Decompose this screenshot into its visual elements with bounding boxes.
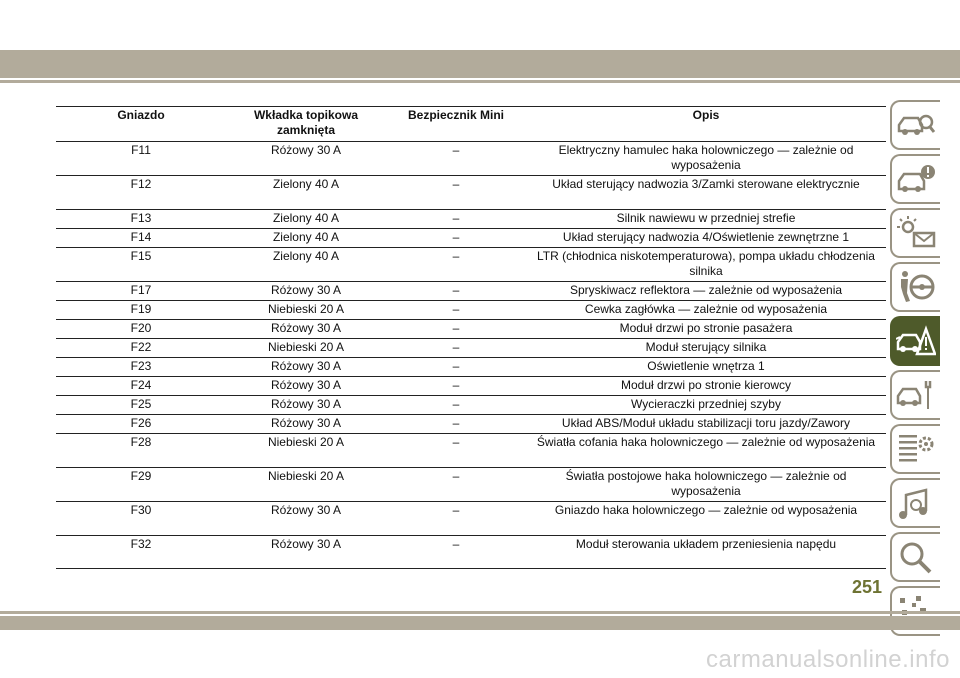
cell-cartridge: Różowy 30 A [226, 536, 386, 569]
cell-mini: – [386, 468, 526, 502]
cell-socket: F14 [56, 229, 226, 248]
table-row [56, 377, 886, 396]
chapter-tabs [890, 100, 942, 640]
watermark: carmanualsonline.info [706, 646, 950, 673]
cell-description: Oświetlenie wnętrza 1 [526, 358, 886, 377]
cell-mini: – [386, 434, 526, 468]
cell-mini: – [386, 176, 526, 210]
cell-cartridge: Różowy 30 A [226, 396, 386, 415]
tab-specifications[interactable] [890, 424, 940, 474]
cell-socket: F28 [56, 434, 226, 468]
cell-socket: F32 [56, 536, 226, 569]
cell-mini: – [386, 536, 526, 569]
cell-socket: F12 [56, 176, 226, 210]
cell-cartridge: Różowy 30 A [226, 358, 386, 377]
cell-socket: F13 [56, 210, 226, 229]
car-wrench-icon [896, 377, 936, 413]
cell-socket: F17 [56, 282, 226, 301]
cell-socket: F29 [56, 468, 226, 502]
cell-mini: – [386, 229, 526, 248]
cell-socket: F22 [56, 339, 226, 358]
airbag-steering-icon [896, 269, 936, 305]
header-description: Opis [526, 107, 886, 142]
table-row [56, 282, 886, 301]
table-row [56, 320, 886, 339]
page-number: 251 [852, 577, 883, 597]
table-row [56, 301, 886, 320]
header-stripe [0, 50, 960, 78]
cell-mini: – [386, 282, 526, 301]
multimedia-icon [896, 485, 936, 521]
cell-cartridge: Różowy 30 A [226, 415, 386, 434]
cell-description: Elektryczny hamulec haka holowniczego — zależnie od wyposażenia [526, 142, 886, 176]
cell-mini: – [386, 377, 526, 396]
tab-safety[interactable] [890, 262, 940, 312]
header-line [0, 80, 960, 83]
cell-mini: – [386, 320, 526, 339]
cell-mini: – [386, 210, 526, 229]
table-row [56, 176, 886, 210]
cell-socket: F19 [56, 301, 226, 320]
cell-description: Silnik nawiewu w przedniej strefie [526, 210, 886, 229]
tab-emergency[interactable] [890, 316, 940, 366]
cell-socket: F11 [56, 142, 226, 176]
table-row [56, 339, 886, 358]
cell-mini: – [386, 358, 526, 377]
car-magnifier-icon [896, 107, 936, 143]
cell-socket: F20 [56, 320, 226, 339]
tab-multimedia[interactable] [890, 478, 940, 528]
cell-socket: F23 [56, 358, 226, 377]
cell-description: Moduł drzwi po stronie pasażera [526, 320, 886, 339]
cell-cartridge: Niebieski 20 A [226, 434, 386, 468]
table-row [56, 415, 886, 434]
header-cartridge-fuse: Wkładka topikowa zamknięta [226, 107, 386, 142]
tab-index-search[interactable] [890, 532, 940, 582]
cell-mini: – [386, 396, 526, 415]
page-top [0, 0, 960, 50]
cell-description: Układ sterujący nadwozia 3/Zamki sterowane elektrycznie [526, 176, 886, 210]
footer-stripe [0, 616, 960, 630]
header-mini-fuse: Bezpiecznik Mini [386, 107, 526, 142]
header-socket: Gniazdo [56, 107, 226, 142]
cell-description: Moduł drzwi po stronie kierowcy [526, 377, 886, 396]
cell-socket: F25 [56, 396, 226, 415]
cell-mini: – [386, 301, 526, 320]
warning-lights-message-icon [896, 215, 936, 251]
table-row [56, 468, 886, 502]
cell-cartridge: Niebieski 20 A [226, 468, 386, 502]
car-info-icon [896, 161, 936, 197]
cell-cartridge: Różowy 30 A [226, 377, 386, 396]
fuse-table [56, 106, 886, 569]
table-row [56, 229, 886, 248]
cell-description: Układ ABS/Moduł układu stabilizacji toru jazdy/Zawory [526, 415, 886, 434]
cell-cartridge: Niebieski 20 A [226, 301, 386, 320]
cell-socket: F24 [56, 377, 226, 396]
cell-description: Wycieraczki przedniej szyby [526, 396, 886, 415]
tab-maintenance[interactable] [890, 370, 940, 420]
cell-cartridge: Zielony 40 A [226, 176, 386, 210]
cell-description: Światła postojowe haka holowniczego — zależnie od wyposażenia [526, 468, 886, 502]
cell-cartridge: Zielony 40 A [226, 210, 386, 229]
cell-socket: F15 [56, 248, 226, 282]
search-icon [896, 539, 936, 575]
cell-description: Cewka zagłówka — zależnie od wyposażenia [526, 301, 886, 320]
tab-car-info[interactable] [890, 154, 940, 204]
footer-line [0, 611, 960, 614]
cell-mini: – [386, 142, 526, 176]
table-row [56, 502, 886, 536]
cell-socket: F30 [56, 502, 226, 536]
cell-mini: – [386, 248, 526, 282]
cell-cartridge: Zielony 40 A [226, 248, 386, 282]
list-gear-icon [896, 431, 936, 467]
cell-cartridge: Różowy 30 A [226, 320, 386, 339]
tab-car-inspection[interactable] [890, 100, 940, 150]
cell-description: Gniazdo haka holowniczego — zależnie od wyposażenia [526, 502, 886, 536]
cell-cartridge: Różowy 30 A [226, 282, 386, 301]
cell-description: Moduł sterujący silnika [526, 339, 886, 358]
car-warning-triangle-icon [896, 323, 936, 359]
cell-description: Spryskiwacz reflektora — zależnie od wyposażenia [526, 282, 886, 301]
cell-cartridge: Różowy 30 A [226, 142, 386, 176]
table-row [56, 434, 886, 468]
cell-cartridge: Niebieski 20 A [226, 339, 386, 358]
tab-warning-lights[interactable] [890, 208, 940, 258]
table-row [56, 248, 886, 282]
cell-mini: – [386, 502, 526, 536]
cell-description: Układ sterujący nadwozia 4/Oświetlenie zewnętrzne 1 [526, 229, 886, 248]
cell-cartridge: Różowy 30 A [226, 502, 386, 536]
cell-description: Moduł sterowania układem przeniesienia napędu [526, 536, 886, 569]
table-row [56, 396, 886, 415]
table-row [56, 358, 886, 377]
cell-description: LTR (chłodnica niskotemperaturowa), pompa układu chłodzenia silnika [526, 248, 886, 282]
cell-mini: – [386, 415, 526, 434]
table-row [56, 210, 886, 229]
cell-mini: – [386, 339, 526, 358]
table-row [56, 142, 886, 176]
cell-socket: F26 [56, 415, 226, 434]
cell-cartridge: Zielony 40 A [226, 229, 386, 248]
cell-description: Światła cofania haka holowniczego — zależnie od wyposażenia [526, 434, 886, 468]
table-row [56, 536, 886, 569]
table-header-row [56, 107, 886, 142]
